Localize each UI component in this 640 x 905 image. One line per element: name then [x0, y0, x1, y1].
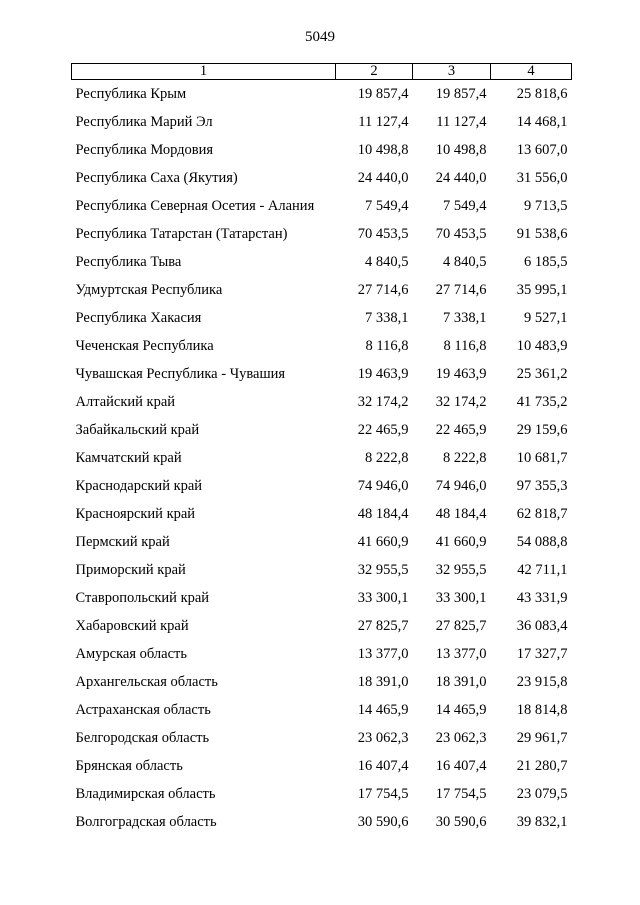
region-name-cell: Республика Саха (Якутия): [75, 169, 238, 186]
value-col-2-cell: 32 955,5: [357, 561, 409, 578]
value-col-2-cell: 17 754,5: [357, 785, 409, 802]
value-col-2-cell: 19 463,9: [357, 365, 409, 382]
value-col-4-cell: 43 331,9: [516, 589, 568, 606]
value-col-4-cell: 29 961,7: [516, 729, 568, 746]
value-col-4-cell: 21 280,7: [516, 757, 568, 774]
value-col-4-cell: 14 468,1: [516, 113, 568, 130]
table-row: [72, 164, 572, 192]
table-row: [72, 808, 572, 836]
table-body: [72, 80, 572, 837]
region-name-cell: Астраханская область: [75, 701, 211, 718]
value-col-3-cell: 11 127,4: [436, 113, 487, 130]
table-row: [72, 108, 572, 136]
table-row: [72, 780, 572, 808]
table-row: [72, 612, 572, 640]
table-row: [72, 80, 572, 109]
value-col-2-cell: 48 184,4: [357, 505, 409, 522]
table-row: [72, 416, 572, 444]
value-col-3-cell: 32 174,2: [435, 393, 487, 410]
value-col-2-cell: 19 857,4: [357, 85, 409, 102]
region-name-cell: Брянская область: [75, 757, 183, 774]
value-col-2-cell: 7 549,4: [365, 197, 409, 214]
column-header-2: 2: [336, 64, 413, 80]
value-col-3-cell: 33 300,1: [435, 589, 487, 606]
value-col-4-cell: 31 556,0: [516, 169, 568, 186]
value-col-3-cell: 13 377,0: [435, 645, 487, 662]
value-col-4-cell: 62 818,7: [516, 505, 568, 522]
value-col-3-cell: 8 222,8: [443, 449, 487, 466]
value-col-4-cell: 17 327,7: [516, 645, 568, 662]
page-number: 5049: [305, 29, 335, 45]
region-name-cell: Республика Мордовия: [75, 141, 214, 158]
value-col-2-cell: 10 498,8: [357, 141, 409, 158]
value-col-2-cell: 24 440,0: [357, 169, 409, 186]
value-col-3-cell: 23 062,3: [435, 729, 487, 746]
value-col-4-cell: 42 711,1: [517, 561, 568, 578]
value-col-2-cell: 70 453,5: [357, 225, 409, 242]
region-name-cell: Чеченская Республика: [75, 337, 214, 354]
table-row: [72, 360, 572, 388]
value-col-2-cell: 22 465,9: [357, 421, 409, 438]
value-col-3-cell: 30 590,6: [435, 813, 487, 830]
region-name-cell: Приморский край: [75, 561, 186, 578]
value-col-4-cell: 10 483,9: [516, 337, 568, 354]
value-col-3-cell: 7 549,4: [443, 197, 487, 214]
value-col-3-cell: 17 754,5: [435, 785, 487, 802]
region-name-cell: Белгородская область: [75, 729, 210, 746]
value-col-4-cell: 25 361,2: [516, 365, 568, 382]
region-name-cell: Республика Северная Осетия - Алания: [75, 197, 315, 214]
value-col-2-cell: 18 391,0: [357, 673, 409, 690]
value-col-2-cell: 32 174,2: [357, 393, 409, 410]
value-col-4-cell: 13 607,0: [516, 141, 568, 158]
table-row: [72, 752, 572, 780]
table-row: [72, 332, 572, 360]
header-row: [72, 64, 572, 80]
region-name-cell: Красноярский край: [75, 505, 196, 522]
table-row: [72, 528, 572, 556]
value-col-2-cell: 8 222,8: [365, 449, 409, 466]
value-col-2-cell: 11 127,4: [358, 113, 409, 130]
value-col-3-cell: 41 660,9: [435, 533, 487, 550]
region-name-cell: Республика Тыва: [75, 253, 182, 270]
region-name-cell: Волгоградская область: [75, 813, 217, 830]
value-col-2-cell: 74 946,0: [357, 477, 409, 494]
value-col-4-cell: 9 713,5: [524, 197, 568, 214]
value-col-3-cell: 48 184,4: [435, 505, 487, 522]
region-name-cell: Чувашская Республика - Чувашия: [75, 365, 286, 382]
table-row: [72, 640, 572, 668]
region-name-cell: Ставропольский край: [75, 589, 210, 606]
value-col-2-cell: 23 062,3: [357, 729, 409, 746]
table-row: [72, 556, 572, 584]
value-col-2-cell: 4 840,5: [365, 253, 409, 270]
value-col-3-cell: 4 840,5: [443, 253, 487, 270]
value-col-2-cell: 14 465,9: [357, 701, 409, 718]
table-row: [72, 136, 572, 164]
table-row: [72, 276, 572, 304]
value-col-3-cell: 32 955,5: [435, 561, 487, 578]
value-col-2-cell: 8 116,8: [365, 337, 409, 354]
value-col-3-cell: 7 338,1: [443, 309, 487, 326]
value-col-4-cell: 36 083,4: [516, 617, 568, 634]
value-col-4-cell: 23 915,8: [516, 673, 568, 690]
region-name-cell: Хабаровский край: [75, 617, 189, 634]
region-name-cell: Владимирская область: [75, 785, 216, 802]
region-name-cell: Архангельская область: [75, 673, 218, 690]
value-col-4-cell: 6 185,5: [524, 253, 568, 270]
table-row: [72, 248, 572, 276]
value-col-4-cell: 10 681,7: [516, 449, 568, 466]
value-col-4-cell: 39 832,1: [516, 813, 568, 830]
value-col-2-cell: 7 338,1: [365, 309, 409, 326]
column-header-1: 1: [72, 64, 336, 80]
value-col-2-cell: 30 590,6: [357, 813, 409, 830]
value-col-4-cell: 54 088,8: [516, 533, 568, 550]
region-name-cell: Амурская область: [75, 645, 187, 662]
value-col-4-cell: 23 079,5: [516, 785, 568, 802]
value-col-4-cell: 35 995,1: [516, 281, 568, 298]
region-name-cell: Республика Хакасия: [75, 309, 202, 326]
value-col-2-cell: 33 300,1: [357, 589, 409, 606]
value-col-2-cell: 27 714,6: [357, 281, 409, 298]
region-name-cell: Забайкальский край: [75, 421, 200, 438]
region-name-cell: Республика Татарстан (Татарстан): [75, 225, 288, 242]
value-col-3-cell: 18 391,0: [435, 673, 487, 690]
value-col-3-cell: 24 440,0: [435, 169, 487, 186]
value-col-4-cell: 9 527,1: [524, 309, 568, 326]
table-row: [72, 584, 572, 612]
value-col-4-cell: 41 735,2: [516, 393, 568, 410]
table-row: [72, 304, 572, 332]
column-header-4: 4: [491, 64, 572, 80]
region-name-cell: Республика Крым: [75, 85, 187, 102]
table-row: [72, 668, 572, 696]
table-row: [72, 472, 572, 500]
value-col-4-cell: 25 818,6: [516, 85, 568, 102]
value-col-3-cell: 27 714,6: [435, 281, 487, 298]
table-row: [72, 500, 572, 528]
value-col-4-cell: 18 814,8: [516, 701, 568, 718]
value-col-2-cell: 27 825,7: [357, 617, 409, 634]
table-row: [72, 220, 572, 248]
region-name-cell: Пермский край: [75, 533, 170, 550]
value-col-2-cell: 16 407,4: [357, 757, 409, 774]
table-row: [72, 192, 572, 220]
table-row: [72, 444, 572, 472]
column-header-3: 3: [413, 64, 491, 80]
value-col-3-cell: 27 825,7: [435, 617, 487, 634]
table-row: [72, 388, 572, 416]
value-col-2-cell: 13 377,0: [357, 645, 409, 662]
region-name-cell: Краснодарский край: [75, 477, 203, 494]
value-col-3-cell: 74 946,0: [435, 477, 487, 494]
region-name-cell: Алтайский край: [75, 393, 176, 410]
data-table: [71, 63, 572, 836]
value-col-4-cell: 29 159,6: [516, 421, 568, 438]
value-col-3-cell: 22 465,9: [435, 421, 487, 438]
region-name-cell: Республика Марий Эл: [75, 113, 213, 130]
table-header: [72, 64, 572, 80]
value-col-4-cell: 91 538,6: [516, 225, 568, 242]
region-name-cell: Удмуртская Республика: [75, 281, 223, 298]
value-col-3-cell: 19 857,4: [435, 85, 487, 102]
value-col-4-cell: 97 355,3: [516, 477, 568, 494]
table-row: [72, 724, 572, 752]
value-col-3-cell: 19 463,9: [435, 365, 487, 382]
value-col-3-cell: 8 116,8: [443, 337, 487, 354]
region-name-cell: Камчатский край: [75, 449, 182, 466]
value-col-3-cell: 16 407,4: [435, 757, 487, 774]
value-col-3-cell: 14 465,9: [435, 701, 487, 718]
table-row: [72, 696, 572, 724]
value-col-3-cell: 70 453,5: [435, 225, 487, 242]
value-col-3-cell: 10 498,8: [435, 141, 487, 158]
value-col-2-cell: 41 660,9: [357, 533, 409, 550]
